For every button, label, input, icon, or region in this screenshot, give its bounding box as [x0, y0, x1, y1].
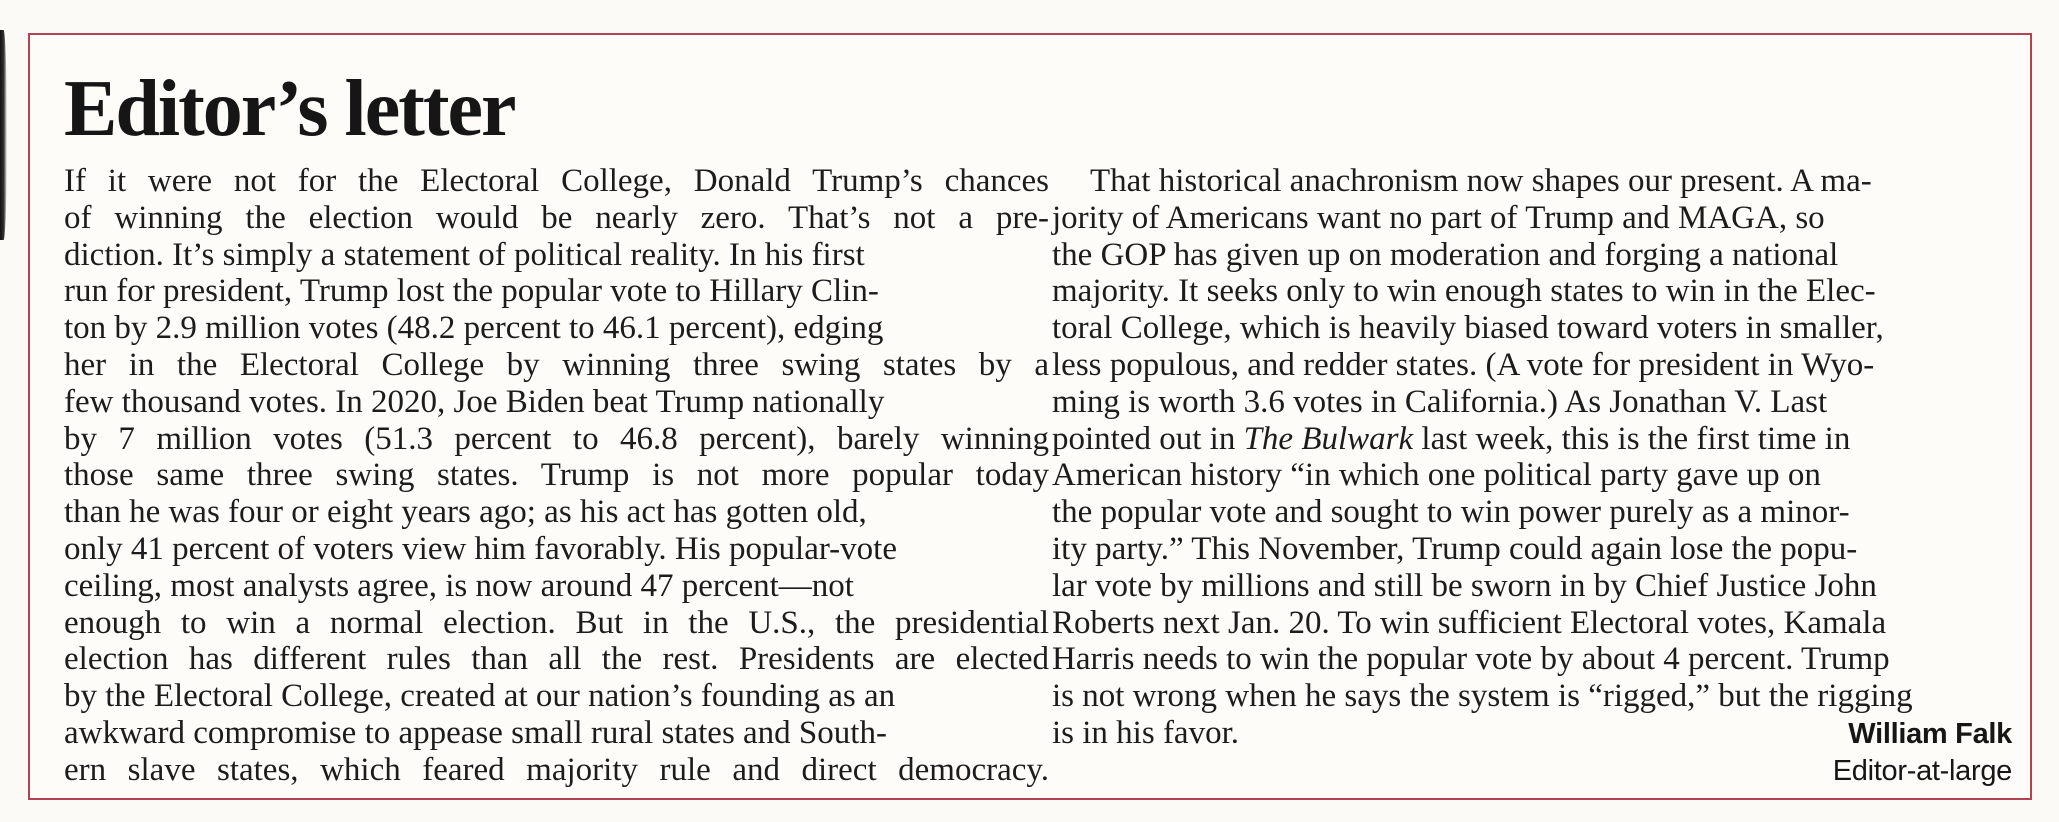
body-text-line: lar vote by millions and still be sworn in by Chief Justice John [1052, 567, 1877, 604]
body-text-line: of winning the election would be nearly zero. That’s not a pre- [64, 199, 1049, 236]
body-text-fragment: pointed out in [1052, 420, 1244, 457]
left-column [64, 163, 1049, 789]
body-text-line: by the Electoral College, created at our nation’s founding as an [64, 678, 896, 715]
body-text-line-with-signature [1052, 715, 2012, 753]
signature-name: William Falk [1848, 717, 2012, 750]
body-text-line: ton by 2.9 million votes (48.2 percent to 46.1 percent), edging [64, 310, 884, 347]
body-text-line [1052, 421, 2012, 458]
body-text-line: diction. It’s simply a statement of political reality. In his first [64, 236, 865, 273]
editors-letter-box [28, 33, 2032, 800]
body-text-line: by 7 million votes (51.3 percent to 46.8 percent), barely winning [64, 420, 1049, 457]
body-text-fragment: last week, this is the first time in [1413, 420, 1851, 457]
body-text-line: ming is worth 3.6 votes in California.) As Jonathan V. Last [1052, 383, 1828, 420]
publication-name: The Bulwark [1243, 420, 1414, 457]
body-text-line: less populous, and redder states. (A vote for president in Wyo- [1052, 346, 1875, 383]
body-text-line: ern slave states, which feared majority rule and direct democracy. [64, 751, 1049, 788]
body-text-line: American history “in which one political party gave up on [1052, 457, 1821, 494]
body-text-line: run for president, Trump lost the popular vote to Hillary Clin- [64, 273, 879, 310]
body-text-line: ceiling, most analysts agree, is now around 47 percent—not [64, 567, 854, 604]
body-text-line: enough to win a normal election. But in the U.S., the presidential [64, 604, 1049, 641]
body-text-line: the popular vote and sought to win power purely as a minor- [1052, 494, 1850, 531]
body-text-line: is not wrong when he says the system is “rigged,” but the rigging [1052, 678, 1913, 715]
body-text-line: That historical anachronism now shapes our present. A ma- [1090, 163, 1872, 199]
body-text-line: is in his favor. [1052, 714, 1239, 751]
body-text-line: toral College, which is heavily biased toward voters in smaller, [1052, 310, 1884, 347]
signature-role-line [1052, 753, 2012, 790]
body-text-line: majority. It seeks only to win enough states to win in the Elec- [1052, 273, 1876, 310]
body-text-line: If it were not for the Electoral College, Donald Trump’s chances [64, 163, 1049, 199]
signature-role: Editor-at-large [1832, 754, 2012, 787]
body-text-line: than he was four or eight years ago; as his act has gotten old, [64, 494, 867, 531]
body-text-line: Harris needs to win the popular vote by about 4 percent. Trump [1052, 641, 1890, 678]
body-text-line: the GOP has given up on moderation and forging a national [1052, 236, 1839, 273]
body-text-line: only 41 percent of voters view him favorably. His popular-vote [64, 530, 897, 567]
body-text-line: election has different rules than all the rest. Presidents are elected [64, 641, 1049, 678]
body-text-line: Roberts next Jan. 20. To win sufficient Electoral votes, Kamala [1052, 604, 1887, 641]
body-text-line: few thousand votes. In 2020, Joe Biden beat Trump nationally [64, 383, 885, 420]
body-text-line: awkward compromise to appease small rural states and South- [64, 714, 887, 751]
body-text-line: her in the Electoral College by winning three swing states by a [64, 346, 1049, 383]
right-column [1052, 163, 2012, 790]
article-title: Editor’s letter [64, 65, 515, 153]
scan-edge-shadow [0, 30, 7, 240]
body-text-line: ity party.” This November, Trump could again lose the popu- [1052, 530, 1858, 567]
body-text-line: those same three swing states. Trump is not more popular today [64, 457, 1049, 494]
body-text-line: jority of Americans want no part of Trump and MAGA, so [1052, 199, 1825, 236]
